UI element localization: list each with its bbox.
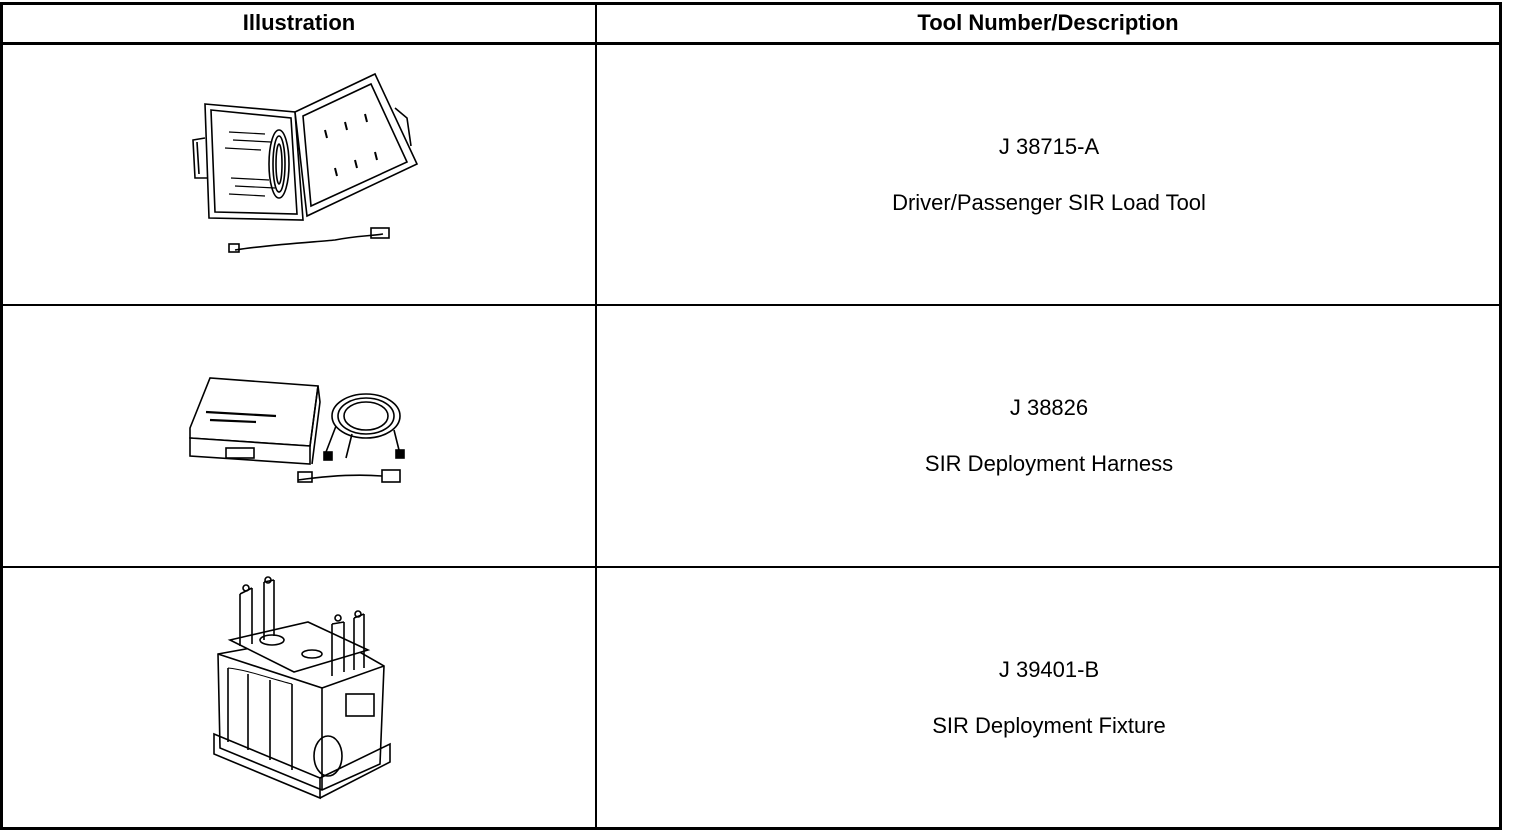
- tool-description: SIR Deployment Harness: [924, 451, 1174, 476]
- tool-description: Driver/Passenger SIR Load Tool: [892, 189, 1206, 215]
- tool-number: J 39401-B: [998, 656, 1100, 682]
- tool-number: J 38826: [1009, 395, 1089, 420]
- column-divider: [595, 2, 597, 830]
- header-tool-number-description: Tool Number/Description: [917, 10, 1179, 35]
- header-illustration: Illustration: [242, 10, 356, 35]
- sir-load-tool-case-icon: [185, 68, 425, 258]
- row-2-text: [598, 306, 1500, 566]
- deployment-fixture-icon: [208, 574, 404, 806]
- row-1-text: [598, 45, 1500, 304]
- table-border-left: [0, 2, 3, 830]
- deployment-harness-case-icon: [186, 372, 410, 496]
- table-border-bottom: [0, 827, 1502, 830]
- row-3-text: [598, 568, 1500, 827]
- tool-number: J 38715-A: [998, 133, 1100, 159]
- tool-description: SIR Deployment Fixture: [932, 712, 1166, 738]
